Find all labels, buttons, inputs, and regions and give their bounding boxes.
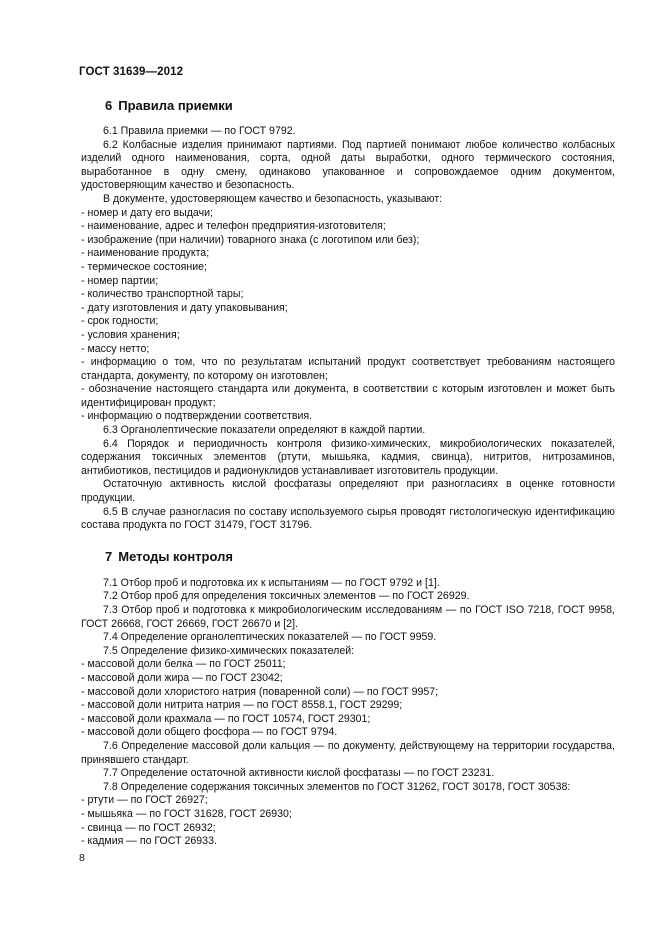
paragraph: 6.2 Колбасные изделия принимают партиями. Под партией понимают любое количество колбасных изделий одного наименования, сорта, одной даты выработки, одного термического состояния, выработанное в одну смену, одинаково упакованное и сопровождаемое одним документом, удостоверяющим качество и безопасность. — [81, 138, 615, 192]
list-item: - термическое состояние; — [81, 260, 207, 273]
list-item: - массовой доли хлористого натрия (поваренной соли) — по ГОСТ 9957; — [81, 685, 439, 698]
list-item: - наименование, адрес и телефон предприятия-изготовителя; — [81, 220, 386, 233]
list-item: - мышьяка — по ГОСТ 31628, ГОСТ 26930; — [81, 807, 292, 820]
paragraph: 7.2 Отбор проб для определения токсичных элементов — по ГОСТ 26929. — [103, 590, 470, 603]
list-item: - информацию о том, что по результатам испытаний продукт соответствует требованиям настоящего стандарта, документу, по которому он изготовлен; — [81, 356, 615, 382]
section-7-title: Методы контроля — [118, 548, 233, 564]
list-item: - условия хранения; — [81, 328, 180, 341]
section-7-body — [81, 577, 615, 849]
paragraph: 7.5 Определение физико-химических показателей: — [103, 644, 355, 657]
list-item: - информацию о подтверждении соответствия. — [81, 410, 313, 423]
page-number: 8 — [79, 852, 85, 864]
section-6-title: Правила приемки — [118, 98, 233, 113]
paragraph: 6.1 Правила приемки — по ГОСТ 9792. — [103, 125, 296, 137]
list-item: - количество транспортной тары; — [81, 288, 244, 301]
paragraph: 6.5 В случае разногласия по составу используемого сырья проводят гистологическую идентификацию состава продукта по ГОСТ 31479, ГОСТ 31796. — [81, 505, 615, 532]
section-7-heading — [105, 547, 615, 567]
paragraph: Остаточную активность кислой фосфатазы определяют при разногласиях в оценке готовности продукции. — [81, 478, 615, 505]
paragraph: В документе, удостоверяющем качество и безопасность, указывают: — [103, 192, 443, 205]
section-6-heading — [105, 96, 615, 116]
paragraph: 6.3 Органолептические показатели определяют в каждой партии. — [103, 424, 426, 437]
paragraph: 7.8 Определение содержания токсичных элементов по ГОСТ 31262, ГОСТ 30178, ГОСТ 30538: — [103, 780, 571, 793]
paragraph: 7.1 Отбор проб и подготовка их к испытаниям — по ГОСТ 9792 и [1]. — [103, 576, 440, 589]
section-7-number: 7 — [105, 548, 113, 564]
list-item: - изображение (при наличии) товарного знака (с логотипом или без); — [81, 233, 420, 246]
paragraph: 7.4 Определение органолептических показателей — по ГОСТ 9959. — [103, 631, 437, 644]
list-item: - кадмия — по ГОСТ 26933. — [81, 835, 217, 848]
list-item: - массовой доли общего фосфора — по ГОСТ 9794. — [81, 726, 338, 739]
list-item: - обозначение настоящего стандарта или документа, в соответствии с которым изготовлен и может быть идентифицирован продукт; — [81, 383, 615, 409]
paragraph: 7.3 Отбор проб и подготовка к микробиологическим исследованиям — по ГОСТ ISO 7218, ГОСТ 9958, ГОСТ 26668, ГОСТ 26669, ГОСТ 26670 и [2]. — [81, 604, 615, 630]
paragraph: 6.4 Порядок и периодичность контроля физико-химических, микробиологических показателей, содержания токсичных элементов (ртути, мышьяка, кадмия, свинца), нитритов, нитрозаминов, антибиотиков, пестицидов и радионуклидов устанавливает изготовитель продукции. — [81, 437, 615, 477]
section-6-number: 6 — [105, 98, 113, 113]
list-item: - срок годности; — [81, 315, 159, 328]
list-item: - массовой доли белка — по ГОСТ 25011; — [81, 658, 286, 671]
list-item: - номер партии; — [81, 274, 159, 287]
section-6-body — [81, 125, 615, 533]
list-item: - номер и дату его выдачи; — [81, 206, 213, 219]
list-item: - массовой доли крахмала — по ГОСТ 10574, ГОСТ 29301; — [81, 712, 371, 725]
list-item: - ртути — по ГОСТ 26927; — [81, 794, 208, 807]
paragraph: 7.6 Определение массовой доли кальция — по документу, действующему на территории государства, принявшего стандарт. — [81, 739, 615, 766]
list-item: - свинца — по ГОСТ 26932; — [81, 821, 216, 834]
list-item: - массовой доли жира — по ГОСТ 23042; — [81, 671, 283, 684]
list-item: - массу нетто; — [81, 342, 150, 355]
list-item: - наименование продукта; — [81, 247, 210, 260]
document-standard-header: ГОСТ 31639—2012 — [79, 66, 184, 78]
list-item: - массовой доли нитрита натрия — по ГОСТ 8558.1, ГОСТ 29299; — [81, 699, 403, 712]
paragraph: 7.7 Определение остаточной активности кислой фосфатазы — по ГОСТ 23231. — [103, 767, 495, 780]
document-body — [81, 90, 615, 849]
list-item: - дату изготовления и дату упаковывания; — [81, 301, 288, 314]
